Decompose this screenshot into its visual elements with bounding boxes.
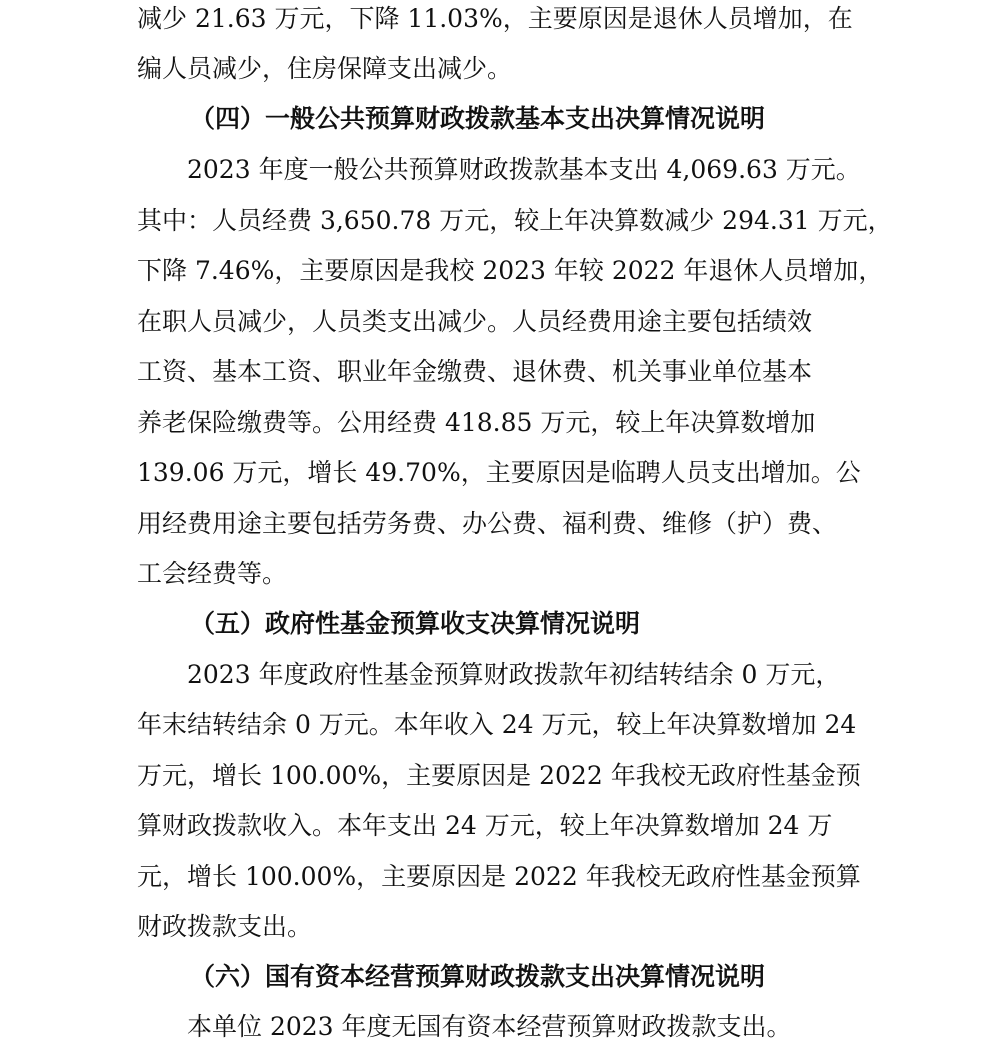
heading-text: （四）一般公共预算财政拨款基本支出决算情况说明 — [190, 104, 766, 133]
paragraph-line — [0, 153, 1000, 187]
heading-text: （五）政府性基金预算收支决算情况说明 — [190, 609, 641, 638]
text-line: 财政拨款支出。 — [137, 912, 313, 941]
paragraph-line — [0, 557, 1000, 591]
paragraph-line — [0, 355, 1000, 389]
text-line: 万元，增长 100.00%，主要原因是 2022 年我校无政府性基金预 — [137, 761, 861, 790]
heading-text: （六）国有资本经营预算财政拨款支出决算情况说明 — [190, 962, 766, 991]
text-line: 下降 7.46%，主要原因是我校 2023 年较 2022 年退休人员增加， — [137, 256, 884, 285]
text-line: 编人员减少，住房保障支出减少。 — [137, 54, 513, 83]
text-line: 工资、基本工资、职业年金缴费、退休费、机关事业单位基本 — [137, 357, 813, 386]
text-line: 工会经费等。 — [137, 559, 288, 588]
paragraph-line — [0, 406, 1000, 440]
text-line: 元，增长 100.00%，主要原因是 2022 年我校无政府性基金预算 — [137, 862, 861, 891]
paragraph-line — [0, 305, 1000, 339]
paragraph-line — [0, 204, 1000, 238]
text-line: 在职人员减少，人员类支出减少。人员经费用途主要包括绩效 — [137, 307, 813, 336]
section-heading — [0, 607, 1000, 641]
text-line: 2023 年度一般公共预算财政拨款基本支出 4,069.63 万元。 — [187, 155, 861, 184]
paragraph-line — [0, 860, 1000, 894]
paragraph-line — [0, 1010, 1000, 1044]
paragraph-line — [0, 456, 1000, 490]
paragraph-line — [0, 910, 1000, 944]
text-line: 算财政拨款收入。本年支出 24 万元，较上年决算数增加 24 万 — [137, 811, 833, 840]
paragraph-line — [0, 254, 1000, 288]
text-line: 2023 年度政府性基金预算财政拨款年初结转结余 0 万元， — [187, 660, 841, 689]
paragraph-line — [0, 809, 1000, 843]
text-line: 其中：人员经费 3,650.78 万元，较上年决算数减少 294.31 万元， — [137, 206, 893, 235]
paragraph-line — [0, 507, 1000, 541]
text-line: 139.06 万元，增长 49.70%，主要原因是临聘人员支出增加。公 — [137, 458, 861, 487]
paragraph-line — [0, 52, 1000, 86]
paragraph-line — [0, 759, 1000, 793]
text-line: 用经费用途主要包括劳务费、办公费、福利费、维修（护）费、 — [137, 509, 838, 538]
paragraph-line — [0, 2, 1000, 36]
section-heading — [0, 960, 1000, 994]
text-line: 年末结转结余 0 万元。本年收入 24 万元，较上年决算数增加 24 — [137, 710, 857, 739]
paragraph-line — [0, 708, 1000, 742]
text-line: 本单位 2023 年度无国有资本经营预算财政拨款支出。 — [187, 1012, 792, 1041]
text-line: 减少 21.63 万元，下降 11.03%，主要原因是退休人员增加，在 — [137, 4, 853, 33]
section-heading — [0, 102, 1000, 136]
paragraph-line — [0, 658, 1000, 692]
text-line: 养老保险缴费等。公用经费 418.85 万元，较上年决算数增加 — [137, 408, 816, 437]
